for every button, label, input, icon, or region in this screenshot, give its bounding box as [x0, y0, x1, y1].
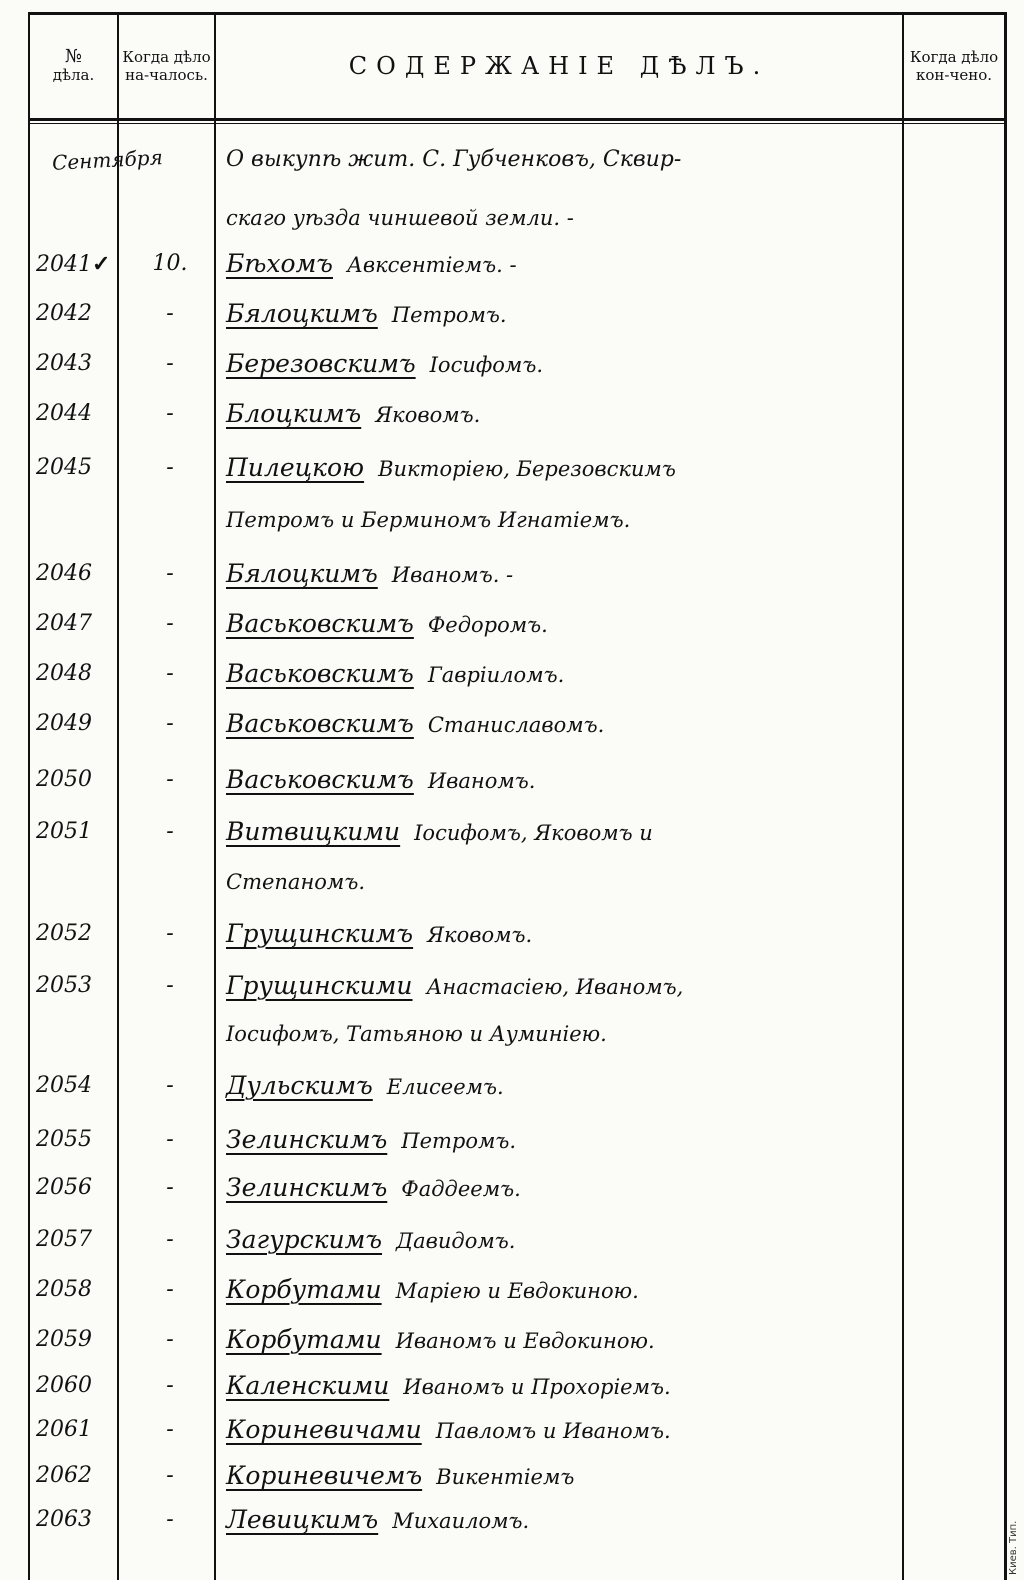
- top-rule: [28, 12, 1006, 15]
- party-surname: Зелинскимъ: [226, 1173, 388, 1202]
- party-given-name: Иваномъ.: [427, 769, 536, 793]
- start-date: -: [166, 561, 174, 586]
- ledger-line: [0, 140, 1024, 180]
- party-given-name: Маріею и Евдокиною.: [395, 1279, 639, 1303]
- ledger-line: [0, 1168, 1024, 1208]
- start-date: -: [166, 1073, 174, 1098]
- header-content: СОДЕРЖАНІЕ ДѢЛЪ.: [348, 52, 770, 80]
- party-given-name: Анастасіею, Иваномъ,: [426, 975, 684, 999]
- case-content: скаго уѣзда чиншевой земли. -: [226, 206, 574, 230]
- start-date: -: [166, 301, 174, 326]
- party-given-name: Иваномъ. -: [391, 563, 514, 587]
- case-number: 2051: [36, 819, 92, 844]
- party-surname: Березовскимъ: [226, 349, 416, 378]
- ledger-line: [0, 1120, 1024, 1160]
- party-given-name: Елисеемъ.: [386, 1075, 504, 1099]
- case-content: [226, 760, 900, 801]
- party-surname: Васьковскимъ: [226, 765, 414, 794]
- ledger-line: [0, 604, 1024, 644]
- ledger-line: [0, 244, 1024, 284]
- header-no-sub: дѣла.: [52, 66, 95, 84]
- party-given-name: Петромъ.: [391, 303, 507, 327]
- ledger-line: [0, 1066, 1024, 1106]
- party-surname: Дульскимъ: [226, 1071, 373, 1100]
- case-number: 2046: [36, 561, 92, 586]
- party-surname: Бѣхомъ: [226, 249, 333, 278]
- party-given-name: Іосифомъ, Яковомъ и: [414, 821, 653, 845]
- party-given-name: Викторіею, Березовскимъ: [378, 457, 676, 481]
- header-case-number: [30, 20, 117, 112]
- case-content: [226, 344, 900, 385]
- ledger-line: [0, 654, 1024, 694]
- party-surname: Левицкимъ: [226, 1505, 379, 1534]
- start-date: -: [166, 1227, 174, 1252]
- ledger-line: [0, 1410, 1024, 1450]
- checkmark-icon: ✓: [92, 251, 111, 277]
- case-number: 2053: [36, 973, 92, 998]
- ledger-line: [0, 812, 1024, 852]
- party-surname: Бялоцкимъ: [226, 299, 378, 328]
- party-given-name: Гавріиломъ.: [427, 663, 565, 687]
- ledger-line: [0, 198, 1024, 238]
- party-given-name: Фаддеемъ.: [401, 1177, 521, 1201]
- ledger-line: [0, 1220, 1024, 1260]
- case-content: [226, 244, 900, 285]
- party-surname: Грущинскимъ: [226, 919, 414, 948]
- case-content: [226, 1220, 900, 1261]
- start-date: -: [166, 661, 174, 686]
- case-number: 2060: [36, 1373, 92, 1398]
- start-date: -: [166, 1417, 174, 1442]
- party-surname: Корбутами: [226, 1325, 382, 1354]
- ledger-line: [0, 1320, 1024, 1360]
- ledger-line: [0, 704, 1024, 744]
- start-date: -: [166, 767, 174, 792]
- case-content: [226, 604, 900, 645]
- case-content: [226, 1120, 900, 1161]
- case-number: 2049: [36, 711, 92, 736]
- party-surname: Васьковскимъ: [226, 659, 414, 688]
- case-content: [226, 1410, 900, 1451]
- header-end: Когда дѣло кон-чено.: [909, 48, 999, 84]
- case-number: 2044: [36, 401, 92, 426]
- party-surname: Загурскимъ: [226, 1225, 383, 1254]
- party-surname: Зелинскимъ: [226, 1125, 388, 1154]
- case-content: [226, 1320, 900, 1361]
- start-date: -: [166, 1127, 174, 1152]
- party-given-name: Викентіемъ: [436, 1465, 575, 1489]
- case-number: 2055: [36, 1127, 92, 1152]
- party-given-name: Іосифомъ.: [429, 353, 544, 377]
- case-number: 2047: [36, 611, 92, 636]
- case-content: [226, 966, 900, 1007]
- case-content: [226, 812, 900, 853]
- case-content: [226, 1366, 900, 1407]
- ledger-line: [0, 1500, 1024, 1540]
- start-date: -: [166, 711, 174, 736]
- ledger-line: [0, 966, 1024, 1006]
- party-surname: Бялоцкимъ: [226, 559, 378, 588]
- header-start: Когда дѣло на-чалось.: [122, 48, 211, 84]
- party-given-name: Давидомъ.: [396, 1229, 516, 1253]
- case-number: 2052: [36, 921, 92, 946]
- header-rule: [28, 118, 1006, 121]
- start-date: -: [166, 1373, 174, 1398]
- start-date: -: [166, 1277, 174, 1302]
- ledger-line: [0, 862, 1024, 902]
- case-content: Іосифомъ, Татьяною и Ауминіею.: [226, 1022, 607, 1046]
- month-label: Сентября: [51, 145, 164, 175]
- party-surname: Каленскими: [226, 1371, 390, 1400]
- party-given-name: Михаиломъ.: [392, 1509, 530, 1533]
- case-content: Петромъ и Берминомъ Игнатіемъ.: [226, 508, 631, 532]
- case-number: 2041✓: [36, 251, 111, 277]
- ledger-line: [0, 294, 1024, 334]
- start-date: -: [166, 1463, 174, 1488]
- case-content: [226, 1500, 900, 1541]
- party-given-name: Иваномъ и Евдокиною.: [395, 1329, 655, 1353]
- case-number: 2045: [36, 455, 92, 480]
- case-content: Степаномъ.: [226, 870, 366, 894]
- case-content: О выкупѣ жит. С. Губченковъ, Сквир-: [226, 147, 682, 172]
- party-surname: Грущинскими: [226, 971, 413, 1000]
- ledger-line: [0, 1270, 1024, 1310]
- party-surname: Кориневичами: [226, 1415, 422, 1444]
- case-number: 2042: [36, 301, 92, 326]
- start-date: -: [166, 1175, 174, 1200]
- header-rule-thin: [28, 123, 1006, 124]
- party-given-name: Авксентіемъ. -: [346, 253, 517, 277]
- case-number: 2061: [36, 1417, 92, 1442]
- ledger-line: [0, 914, 1024, 954]
- case-number: 2058: [36, 1277, 92, 1302]
- party-given-name: Иваномъ и Прохоріемъ.: [403, 1375, 671, 1399]
- start-date: -: [166, 819, 174, 844]
- ledger-line: [0, 344, 1024, 384]
- start-date: -: [166, 455, 174, 480]
- case-number: 2062: [36, 1463, 92, 1488]
- party-given-name: Федоромъ.: [427, 613, 548, 637]
- case-content: [226, 448, 900, 489]
- party-surname: Васьковскимъ: [226, 709, 414, 738]
- case-content: [226, 1456, 900, 1497]
- case-number: 2057: [36, 1227, 92, 1252]
- ledger-line: [0, 448, 1024, 488]
- ledger-line: [0, 760, 1024, 800]
- ledger-line: [0, 500, 1024, 540]
- start-date: -: [166, 611, 174, 636]
- party-surname: Корбутами: [226, 1275, 382, 1304]
- ledger-line: [0, 1456, 1024, 1496]
- case-content: [226, 654, 900, 695]
- case-content: [226, 1270, 900, 1311]
- case-number: 2048: [36, 661, 92, 686]
- case-number: 2050: [36, 767, 92, 792]
- case-content: [226, 914, 900, 955]
- ledger-line: [0, 1366, 1024, 1406]
- party-surname: Витвицкими: [226, 817, 401, 846]
- case-content: [226, 1168, 900, 1209]
- party-surname: Пилецкою: [226, 453, 365, 482]
- party-surname: Кориневичемъ: [226, 1461, 423, 1490]
- case-content: [226, 704, 900, 745]
- case-number: 2063: [36, 1507, 92, 1532]
- party-surname: Васьковскимъ: [226, 609, 414, 638]
- start-date: -: [166, 1327, 174, 1352]
- party-surname: Блоцкимъ: [226, 399, 362, 428]
- header-no-label: №: [64, 46, 83, 67]
- start-date: 10.: [152, 251, 188, 276]
- start-date: -: [166, 351, 174, 376]
- start-date: -: [166, 973, 174, 998]
- ledger-line: [0, 1014, 1024, 1054]
- party-given-name: Петромъ.: [401, 1129, 517, 1153]
- party-given-name: Яковомъ.: [375, 403, 481, 427]
- start-date: -: [166, 401, 174, 426]
- start-date: -: [166, 921, 174, 946]
- party-given-name: Станиславомъ.: [427, 713, 605, 737]
- case-number: 2054: [36, 1073, 92, 1098]
- side-imprint: Киев. Тип.: [1008, 1520, 1019, 1575]
- case-content: [226, 554, 900, 595]
- case-number: 2043: [36, 351, 92, 376]
- ledger-line: [0, 394, 1024, 434]
- ledger-line: [0, 554, 1024, 594]
- case-number: 2056: [36, 1175, 92, 1200]
- start-date: -: [166, 1507, 174, 1532]
- case-content: [226, 1066, 900, 1107]
- case-number: 2059: [36, 1327, 92, 1352]
- case-content: [226, 294, 900, 335]
- party-given-name: Яковомъ.: [427, 923, 533, 947]
- case-content: [226, 394, 900, 435]
- party-given-name: Павломъ и Иваномъ.: [435, 1419, 671, 1443]
